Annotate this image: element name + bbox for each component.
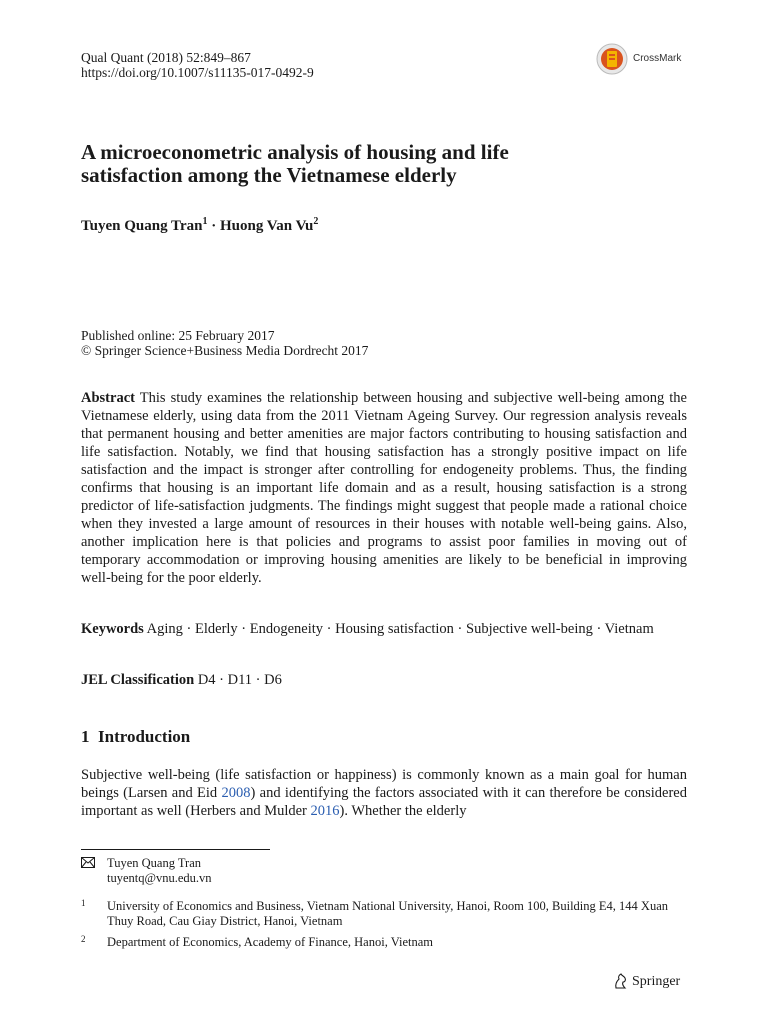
footnote-text: University of Economics and Business, Vietnam National University, Hanoi, Room 100, Building E4, 144 Xuan Thuy Road, Cau Giay District, Hanoi, Vietnam <box>107 899 668 928</box>
jel-label: JEL Classification <box>81 672 195 688</box>
footnote-divider <box>81 849 270 850</box>
keywords-label: Keywords <box>81 621 144 637</box>
publication-info <box>81 328 368 358</box>
publisher-logo <box>613 972 693 992</box>
doi-link[interactable]: https://doi.org/10.1007/s11135-017-0492-9 <box>81 65 314 80</box>
journal-header <box>81 50 314 80</box>
intro-text-a: Subjective well-being (life satisfaction or happiness) is commonly known as a main goal for human beings (Larsen and Eid <box>81 767 687 801</box>
publisher-name: Springer <box>632 974 681 989</box>
author-separator: · <box>207 218 220 234</box>
correspondence-name: Tuyen Quang Tran <box>107 856 202 870</box>
citation-link-2016[interactable]: 2016 <box>310 803 340 819</box>
footnote-text: Department of Economics, Academy of Finance, Hanoi, Vietnam <box>107 935 434 949</box>
author-2-affiliation: 2 <box>313 216 319 227</box>
author-list <box>81 216 318 235</box>
jel-text: D4 · D11 · D6 <box>197 672 282 688</box>
springer-horse-icon <box>613 973 628 990</box>
title-line-1: A microeconometric analysis of housing and life <box>81 140 509 164</box>
jel-paragraph <box>81 671 687 689</box>
correspondence-email[interactable]: tuyentq@vnu.edu.vn <box>107 871 212 885</box>
keywords-paragraph <box>81 620 687 638</box>
footnote-number: 1 <box>81 898 86 908</box>
title-line-2: satisfaction among the Vietnamese elderly <box>81 163 457 187</box>
crossmark-label: CrossMark <box>633 53 682 64</box>
abstract-text: This study examines the relationship between housing and subjective well-being among the Vietnamese elderly, using data from the 2011 Vietnam Ageing Survey. Our regression analysis reveals that permanent housing and better amenities are major factors contributing to housing satisfaction and life satisfaction. Notably, we find that housing satisfaction has a strongly positive impact on life satisfaction and the impact is stronger after controlling for endogeneity problems. Thus, the finding confirms that housing is an important life domain and as a result, housing satisfaction is a strong predictor of life-satisfaction judgments. The findings might suggest that people made a rational choice when they invested a large amount of resources in their houses with notable well-being gains. Also, another implication here is that policies and programs to assist poor families in moving out of temporary accommodation or improving housing amenities are likely to be beneficial in improving well-being for the poor elderly. <box>81 390 687 586</box>
envelope-icon <box>81 857 95 868</box>
intro-text-c: ). Whether the elderly <box>339 803 467 819</box>
intro-text-b: ) and identifying the factors associated with it can therefore be considered important as well (Herbers and Mulder <box>81 785 687 819</box>
abstract-label: Abstract <box>81 390 135 406</box>
crossmark-badge[interactable] <box>596 43 690 73</box>
journal-citation: Qual Quant (2018) 52:849–867 <box>81 50 251 65</box>
citation-link-2008[interactable]: 2008 <box>221 785 251 801</box>
introduction-paragraph <box>81 766 687 820</box>
author-1-affiliation: 1 <box>202 216 208 227</box>
crossmark-icon <box>596 43 628 75</box>
copyright-line: © Springer Science+Business Media Dordrecht 2017 <box>81 343 369 358</box>
author-1[interactable]: Tuyen Quang Tran <box>81 218 203 234</box>
keywords-text: Aging · Elderly · Endogeneity · Housing satisfaction · Subjective well-being · Vietnam <box>146 621 654 637</box>
section-heading: 1 Introduction <box>81 727 191 746</box>
published-date: Published online: 25 February 2017 <box>81 328 275 343</box>
paper-title <box>81 141 681 187</box>
author-2[interactable]: Huong Van Vu <box>219 218 314 234</box>
abstract-paragraph <box>81 389 687 587</box>
footnote-number: 2 <box>81 934 86 944</box>
